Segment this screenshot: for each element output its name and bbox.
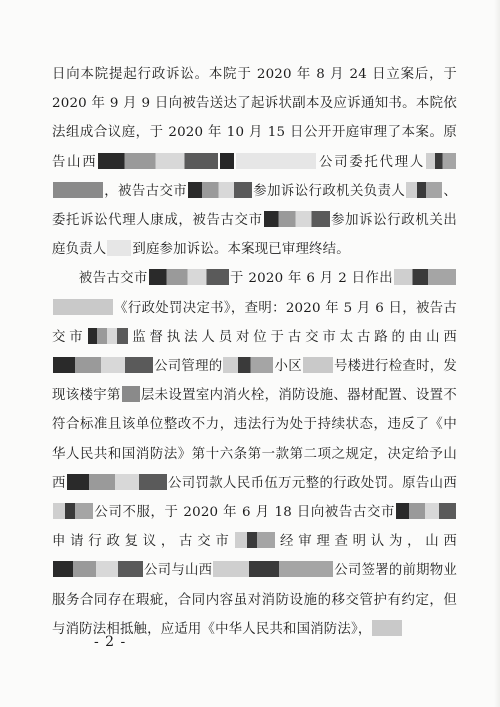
text-span: 监督执法人员对位于古交市太古路的由山西 [128,329,457,345]
redaction-mark [122,386,140,402]
redaction-mark [149,269,229,285]
redaction-mark [53,561,143,577]
redaction-mark [53,299,113,315]
text-span: 日向本院提起行政诉讼。本院于 2020 年 8 月 24 日立案后，于 2020 年 9 月 9 日向被告送达了起诉状副本及应诉通知书。本院依法组成合议庭，于 2020 年 10 月 15 日公开开庭审理了本案。原告山西 [52,67,457,170]
redaction-mark [53,357,153,373]
redaction-mark [188,182,252,198]
text-span: 、委托诉讼代理人康成，被告古交市 [52,183,458,229]
text-span: ，被告古交市 [104,183,188,199]
text-span: 小区 [274,359,302,375]
text-span: 公司委托代理人 [317,154,425,170]
text-span: 参加诉讼行政机关出庭负责人 [52,213,457,258]
redaction-mark [53,182,103,198]
redaction-mark [396,503,456,519]
text-span: 公司罚款人民币伍万元整的行政处罚。原告山西 [167,475,458,491]
redaction-mark [372,620,402,636]
text-span: 公司签署的前期物业服务合同存在瑕疵，合同内容虽对消防设施的移交管护有约定，但与消防法相抵触，应适用《中华人民共和国消防法》， [52,563,457,637]
redaction-mark [406,182,442,198]
text-span: 经审理查明认为，山西 [275,534,457,550]
text-span: 号楼进行检查时，发现该楼宇第 [52,359,457,404]
redaction-mark [426,153,456,169]
paragraph-1 [52,60,457,264]
text-span: 《行政处罚决定书》，查明：2020 年 5 月 6 日，被告古交市 [52,300,457,345]
redaction-mark [394,269,456,285]
redaction-mark [236,153,316,169]
text-span: 层未设置室内消火栓，消防设施、器材配置、设置不符合标准且该单位整改不力，违法行为处于持续状态，违反了《中华人民共和国消防法》第十六条第一款第二项之规定，决定给予山西 [52,388,457,491]
text-span: 到庭参加诉讼。本案现已审理终结。 [132,242,350,258]
redaction-mark [264,211,330,227]
redaction-mark [220,153,234,169]
judgment-body [52,60,457,644]
text-span: 公司管理的 [154,359,223,375]
redaction-mark [67,474,167,490]
redaction-mark [88,328,128,344]
redaction-mark [98,153,218,169]
page-number: - 2 - [94,634,127,650]
text-span: 于 2020 年 6 月 2 日作出 [229,271,393,287]
redaction-mark [303,357,333,373]
text-span: 参加诉讼行政机关负责人 [253,183,406,199]
text-span: 公司不服，于 2020 年 6 月 18 日向被告古交市 [94,505,395,521]
redaction-mark [223,357,273,373]
text-span: 被告古交市 [78,271,148,287]
text-span: 公司与山西 [144,563,213,579]
redaction-mark [213,561,333,577]
paragraph-2 [52,264,457,644]
redaction-mark [235,532,275,548]
redaction-mark [53,503,93,519]
redaction-mark [107,240,131,256]
scan-edge-shadow [494,0,500,707]
text-span: 申请行政复议，古交市 [52,534,234,550]
